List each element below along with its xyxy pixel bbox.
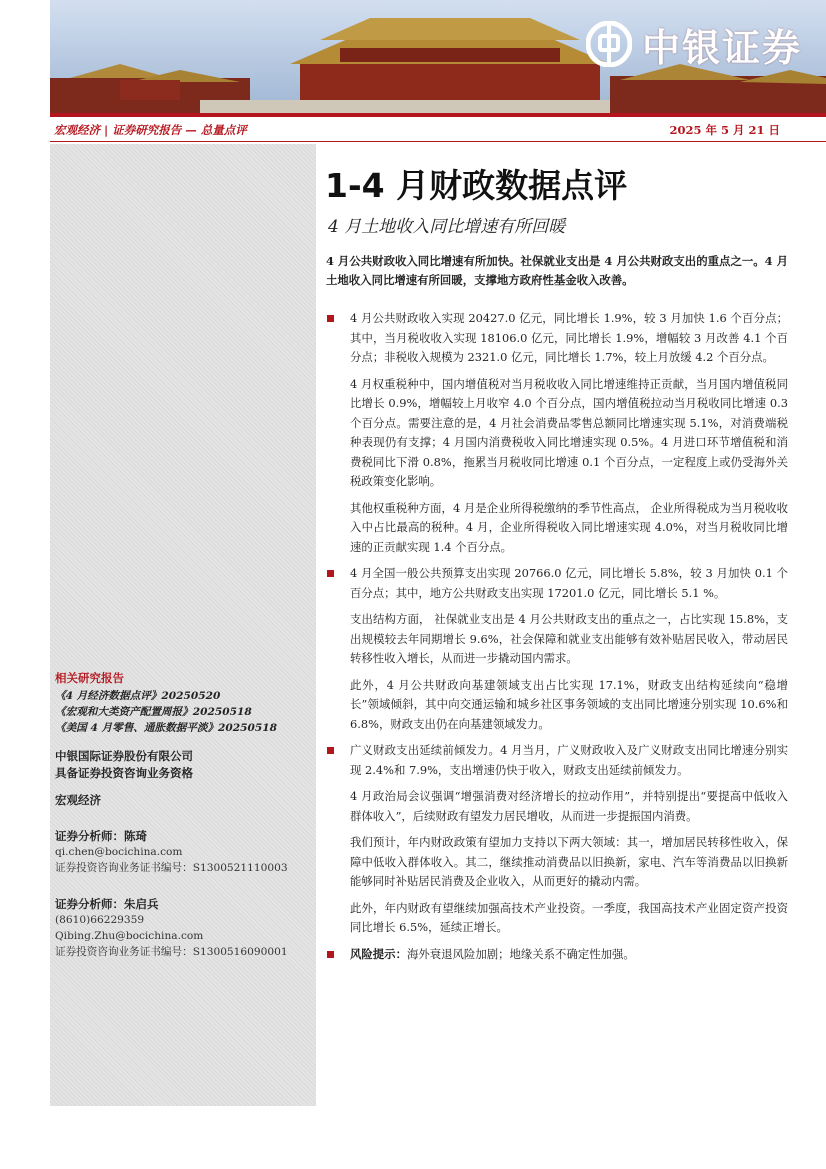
report-header	[50, 118, 786, 140]
paragraph-text: 4 月全国一般公共预算支出实现 20766.0 亿元，同比增长 5.8%，较 3 月加快 0.1 个百分点；其中，地方公共财政支出实现 17201.0 亿元，同比增长 5.1 %。	[350, 566, 788, 600]
body-paragraph	[326, 676, 788, 735]
boc-logo-icon	[586, 21, 632, 67]
analyst-name: 证券分析师：朱启兵	[55, 897, 159, 911]
sector-label: 宏观经济	[55, 793, 101, 807]
square-bullet-icon	[327, 315, 334, 322]
analyst-email[interactable]: Qibing.Zhu@bocichina.com	[55, 930, 204, 942]
report-summary: 4 月公共财政收入同比增速有所加快。社保就业支出是 4 月公共财政支出的重点之一。4 月土地收入同比增速有所回暖，支撑地方政府性基金收入改善。	[326, 254, 788, 287]
square-bullet-icon	[327, 951, 334, 958]
header-underline	[50, 141, 826, 142]
body-paragraph	[326, 309, 788, 368]
paragraph-text: 4 月权重税种中，国内增值税对当月税收收入同比增速维持正贡献，当月国内增值税同比增长 0.9%，增幅较上月收窄 4.0 个百分点，国内增值税拉动当月税收同比增速 0.3 个百分点。需要注意的是，4 月社会消费品零售总额同比增速实现 5.1%，对消费端税种表现仍有支撑；4 月国内消费税收入同比增速实现 0.5%。4 月进口环节增值税和消费税同比下滑 0.8%，拖累当月税收同比增速 0.1 个百分点，一定程度上或仍受海外关税政策变化影响。	[350, 376, 788, 488]
firm-name: 中银国际证券股份有限公司	[55, 749, 193, 763]
analyst-license: 证券投资咨询业务证书编号：S1300521110003	[55, 862, 288, 874]
body-paragraph	[326, 899, 788, 938]
firm-qualification: 具备证券投资咨询业务资格	[55, 766, 193, 780]
sidebar-content	[55, 670, 313, 960]
body-paragraph	[326, 375, 788, 492]
risk-label: 风险提示：	[350, 946, 407, 961]
paragraph-text: 此外，年内财政有望继续加强高技术产业投资。一季度，我国高技术产业固定资产投资同比增长 6.5%，延续正增长。	[350, 900, 788, 934]
body-paragraph	[326, 499, 788, 558]
header-banner	[50, 0, 826, 113]
header-divider	[50, 113, 826, 117]
related-report-item[interactable]: 《宏观和大类资产配置周报》20250518	[55, 706, 252, 718]
report-subtitle: 4 月土地收入同比增速有所回暖	[328, 217, 566, 237]
brand-name: 中银证券	[641, 25, 802, 70]
risk-paragraph	[326, 945, 788, 965]
square-bullet-icon	[327, 747, 334, 754]
report-title: 1-4 月财政数据点评	[325, 166, 628, 205]
analyst-phone: (8610)66229359	[55, 914, 145, 926]
body-paragraph	[326, 741, 788, 780]
report-body	[326, 309, 788, 971]
body-paragraph	[326, 787, 788, 826]
body-paragraph	[326, 564, 788, 603]
report-date: 2025 年 5 月 21 日	[669, 123, 780, 137]
paragraph-text: 广义财政支出延续前倾发力。4 月当月，广义财政收入及广义财政支出同比增速分别实现 2.4%和 7.9%，支出增速仍快于收入，财政支出延续前倾发力。	[350, 743, 788, 777]
paragraph-text: 我们预计，年内财政政策有望加力支持以下两大领域：其一，增加居民转移性收入，保障中低收入群体收入。其二，继续推动消费品以旧换新，家电、汽车等消费品以旧换新能够同时补贴居民消费及企业收入，从而更好的撬动内需。	[350, 835, 788, 888]
paragraph-text: 4 月公共财政收入实现 20427.0 亿元，同比增长 1.9%，较 3 月加快 1.6 个百分点；其中，当月税收收入实现 18106.0 亿元，同比增长 1.9%，增幅较 3 月改善 4.1 个百分点；非税收入规模为 2321.0 亿元，同比增长 1.7%，较上月放缓 4.2 个百分点。	[350, 311, 788, 364]
related-report-item[interactable]: 《美国 4 月零售、通胀数据平淡》20250518	[55, 722, 278, 734]
analyst-email[interactable]: qi.chen@bocichina.com	[55, 846, 183, 858]
body-paragraph	[326, 610, 788, 669]
related-reports-title: 相关研究报告	[55, 671, 124, 685]
analyst-license: 证券投资咨询业务证书编号：S1300516090001	[55, 946, 288, 958]
body-paragraph	[326, 833, 788, 892]
paragraph-text: 此外，4 月公共财政向基建领域支出占比实现 17.1%，财政支出结构延续向“稳增长”领域倾斜，其中向交通运输和城乡社区事务领域的支出同比增速分别实现 10.6%和 6.8%，财政支出仍在向基建领域发力。	[350, 677, 788, 731]
firm-info	[55, 748, 313, 782]
brand-logo	[586, 16, 802, 72]
analyst-name: 证券分析师：陈琦	[55, 829, 147, 843]
paragraph-text: 支出结构方面， 社保就业支出是 4 月公共财政支出的重点之一，占比实现 15.8%，支出规模较去年同期增长 9.6%，社会保障和就业支出能够有效补贴居民收入，带动居民转移性收入增长，从而进一步撬动国内需求。	[350, 612, 788, 665]
sidebar-panel	[50, 144, 316, 1106]
related-report-item[interactable]: 《4 月经济数据点评》20250520	[55, 690, 221, 702]
paragraph-text: 其他权重税种方面，4 月是企业所得税缴纳的季节性高点， 企业所得税成为当月税收收入中占比最高的税种。4 月，企业所得税收入同比增速实现 4.0%，对当月税收同比增速的正贡献实现 1.4 个百分点。	[350, 500, 788, 554]
paragraph-text: 4 月政治局会议强调“增强消费对经济增长的拉动作用”，并特别提出“要提高中低收入群体收入”，后续财政有望发力居民增收，从而进一步提振国内消费。	[350, 789, 788, 823]
square-bullet-icon	[327, 570, 334, 577]
risk-text: 海外衰退风险加剧；地缘关系不确定性加强。	[406, 946, 635, 961]
report-category: 宏观经济 | 证券研究报告 — 总量点评	[54, 123, 247, 137]
